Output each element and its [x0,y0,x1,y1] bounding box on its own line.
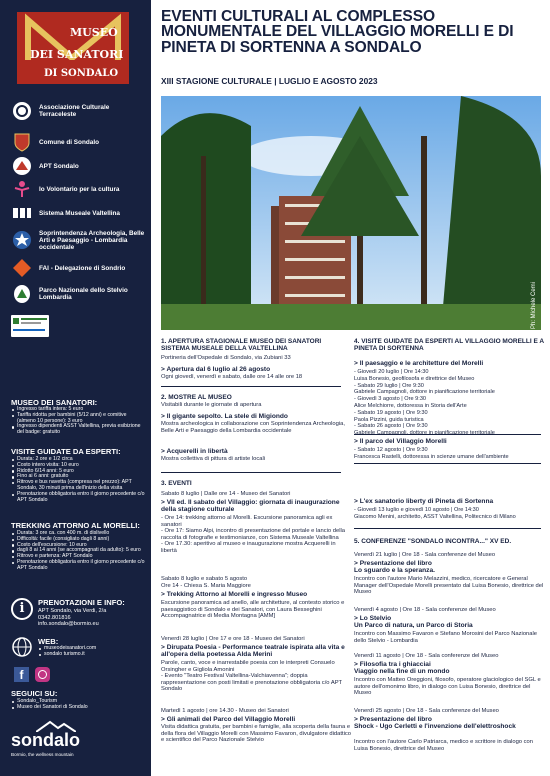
section-5-event-3-text: Incontro con Matteo Oreggioni, filosofo, operatore glaciologico del SGL e autore dell'omonimo libro, in dialogo con Luisa Bonesio, direttrice del Museo [354,677,541,697]
section-5-event-3: > Filosofia tra i ghiacciai Viaggio nella fine di un mondo [354,661,544,676]
section-5-event-2: > Lo Stelvio Un Parco di natura, un Parco di Storia [354,615,544,630]
partner-label: Comune di Sondalo [39,138,99,146]
web-link[interactable]: sondalo turismo.it [38,652,148,658]
section-5-event-1-text: Incontro con l'autore Mario Melazzini, medico, ricercatore e General Manager dell'Ospedale Morelli presentato dal Luisa Bonesio, direttrice del Museo [354,576,544,596]
visite-heading: VISITE GUIDATE DA ESPERTI: [11,447,121,456]
section-5-title: 5. CONFERENZE "SONDALO INCONTRA..." XV ED. [354,538,512,545]
logo-text-museo: MUSEO [70,26,118,39]
list-item: Prenotazione obbligatoria entro il giorno precedente c/o APT Sondalo [11,560,145,572]
logo-text-sondalo: DI SONDALO [44,68,119,79]
list-item: Ingresso tariffa intera: 5 euro [11,407,145,413]
trekking-list [11,531,145,572]
divider [354,463,541,464]
section-3-event-2: > Trekking Attorno al Morelli e ingresso Museo [161,591,351,598]
section-4-event-3-text: - Giovedì 13 luglio e giovedì 10 agosto | Ore 14:30 Giacomo Menini, architetto, ASST Valtellina, Politecnico di Milano [354,507,516,520]
web-list [38,646,148,658]
section-3-event-2-text: Escursione panoramica ad anello, alle architetture, al contesto storico e paesaggistico di Sondalo e dei Sanatori, con Laura Besseghini Accompagnatrice di Media Montagna [AMM] [161,600,345,620]
section-5-event-2-text: Incontro con Massimo Favaron e Stefano Morosini del Parco Nazionale dello Stelvio - Lombardia [354,631,538,644]
list-item: Tariffa ridotta per bambini (5/12 anni) e comitive (almeno 10 persone): 3 euro [11,413,145,425]
terraceleste-logo-icon [11,100,33,122]
sistema-museale-icon [11,202,33,224]
museo-heading: MUSEO DEI SANATORI: [11,398,98,407]
section-5-date-3: Venerdì 11 agosto | Ore 18 - Sala conferenze del Museo [354,653,499,659]
apt-sondalo-logo-icon [11,155,33,177]
partner-stelvio[interactable] [11,283,147,305]
section-1-location: Portineria dell'Ospedale di Sondalo, via Zubiani 33 [161,355,291,361]
sanatorium-photo [161,96,541,330]
section-3-event-3: > Dirupata Poesia - Performance teatrale ispirata alla vita e all'opera della poetessa Alda Merini [161,644,351,659]
list-item: Ridotto 6/14 anni: 5 euro [11,469,145,475]
divider [354,528,541,529]
partner-volontario[interactable] [11,178,147,200]
partner-label: Sistema Museale Valtellina [39,209,120,217]
info-icon: i [11,598,33,620]
section-5-event-1: > Presentazione del libro Lo sguardo e la speranza. [354,560,544,575]
facebook-icon[interactable]: f [14,667,29,682]
sondalo-brand: sondalo [11,730,81,750]
soprintendenza-emblem-icon [11,229,33,251]
section-2-text: Visitabili durante le giornate di apertura [161,402,262,408]
logo-text-sanatori: DEI SANATORI [30,48,124,61]
list-item: dagli 8 ai 14 anni (se accompagnati da adulto): 5 euro [11,548,145,554]
fai-logo-icon [11,257,33,279]
volunteer-figure-icon [11,178,33,200]
partner-fai[interactable] [11,257,147,279]
page-title: EVENTI CULTURALI AL COMPLESSO MONUMENTALE DEL VILLAGGIO MORELLI E DI PINETA DI SORTENNA A SONDALO [161,8,514,56]
partner-terraceleste[interactable] [11,100,147,122]
divider [354,434,541,435]
section-2-event-2-text: Mostra collettiva di pittura di artiste locali [161,456,266,462]
list-item: Difficoltà: facile (consigliato dagli 8 anni) [11,537,145,543]
section-2-title: 2. MOSTRE AL MUSEO [161,394,232,401]
section-3-date-1: Sabato 8 luglio | Dalle ore 14 - Museo dei Sanatori [161,491,291,497]
partner-label: Parco Nazionale dello Stelvio Lombardia [39,287,128,301]
list-item: Costo dell'escursione: 10 euro [11,543,145,549]
partner-soprintendenza[interactable] [11,226,147,254]
partner-label: Associazione Culturale Terraceleste [39,104,110,118]
regione-lombardia-logo-icon [11,315,49,337]
section-3-event-1-text: - Ore 14: trekking attorno al Morelli. Escursione panoramica agli ex sanatori - Ore 17: Siamo Alpi, incontro di presentazione del portale e lancio della raccolta di fotografie e testimonianze, con Sistema Museale Valtellina - Ore 17.30: aperitivo al museo e inaugurazione mostra Acquerelli in libertà [161,515,345,554]
divider [161,386,341,387]
list-item: Costo intero visita: 10 euro [11,463,145,469]
partner-label: APT Sondalo [39,162,79,170]
web-heading: WEB: [38,637,59,646]
seguici-heading: SEGUICI SU: [11,689,58,698]
list-item: Durata: 2 ore e 1/2 circa [11,457,145,463]
section-4-event-1-text: - Giovedì 20 luglio | Ore 14:30 Luisa Bonesio, geofilosofa e direttrice del Museo - Sabato 29 luglio | Ore 9:30 Gabriele Campagnoli, dottore in pianificazione territoriale - Giovedì 3 agosto | Ore 9:30 Alice Melchiorre, dottoressa in Storia dell'Arte - Sabato 19 agosto | Ore 9:30 Paola Pizzini, guida turistica - Sabato 26 agosto | Ore 9:30 [354,369,495,430]
visite-list [11,457,145,503]
section-3-event-1: > VII ed. Il sabato del Villaggio: giornata di inaugurazione della stagione culturale [161,499,351,514]
stelvio-park-icon [11,283,33,305]
partner-label: Io Volontario per la cultura [39,185,120,193]
seguici-list [11,699,145,711]
section-3-event-3-text: Parole, canto, voce e inarrestabile poesia con le interpreti Consuelo Orsingher e Gigliola Amonini - Evento "Teatro Festival Valtellina-Valchiavenna"; doppia rappresentazione con posti limitati e prenotazione obbligatoria c/o APT Sondalo [161,660,342,693]
section-1-event-text: Ogni giovedì, venerdì e sabato, dalle ore 14 alle ore 18 [161,374,303,380]
section-2-event-1-text: Mostra archeologica in collaborazione con Soprintendenza Archeologia, Belle Arti e Paesaggio della Lombardia occidentale [161,421,346,434]
list-item: Ritrovo e partenza: APT Sondalo [11,554,145,560]
instagram-icon[interactable] [35,667,50,682]
sidebar [0,0,151,776]
section-5-date-4: Venerdì 25 agosto | Ore 18 - Sala conferenze del Museo [354,708,499,714]
section-4-event-2-text: - Sabato 12 agosto | Ore 9:30 Francesca Rastelli, dottoressa in scienze umane dell'ambiente [354,447,509,460]
list-item: Durata: 3 ore ca. con 400 m. di dislivello [11,531,145,537]
section-4-event-2: > Il parco del Villaggio Morelli [354,438,544,445]
partner-sistema-museale[interactable] [11,202,147,224]
partner-label: Soprintendenza Archeologia, Belle Arti e Paesaggio - Lombardia occidentale [39,229,145,251]
list-item: Prenotazione obbligatoria entro il giorno precedente c/o APT Sondalo [11,492,145,504]
prenotazioni-text: APT Sondalo, via Verdi, 2/a 0342.801816 info.sondalo@bormio.eu [38,608,107,628]
section-5-date-2: Venerdì 4 agosto | Ore 18 - Sala conferenze del Museo [354,607,496,613]
trekking-heading: TREKKING ATTORNO AL MORELLI: [11,521,140,530]
photo-credit: Ph: Michele Cemi [531,282,537,330]
section-2-event-1: > Il gigante sepolto. La stele di Migiondo [161,413,351,420]
section-3-date-4: Martedì 1 agosto | ore 14.30 - Museo dei Sanatori [161,708,289,714]
partner-apt[interactable] [11,155,147,177]
section-1-title: 1. APERTURA STAGIONALE MUSEO DEI SANATORI SISTEMA MUSEALE DELLA VALTELLINA [161,338,322,352]
museo-logo [14,10,132,88]
section-3-event-4-text: Visita didattica gratuita, per bambini e famiglie, alla scoperta della fauna e della flora del Villaggio Morelli con Massimo Favaron, divulgatore didattico e scientifico del Parco Nazionale Stelvio [161,724,351,744]
partner-comune[interactable] [11,131,147,153]
section-3-date-2: Sabato 8 luglio e sabato 5 agosto Ore 14 - Chiesa S. Maria Maggiore [161,576,251,589]
partner-label: FAI - Delegazione di Sondrio [39,264,126,272]
web-globe-icon [11,636,33,658]
prenotazioni-heading: PRENOTAZIONI E INFO: [38,598,125,607]
comune-sondalo-crest-icon [11,131,33,153]
page-subtitle: XIII STAGIONE CULTURALE | LUGLIO E AGOSTO 2023 [161,76,378,86]
social-link[interactable]: Museo dei Sanatori di Sondalo [11,705,145,711]
section-1-event: > Apertura dal 6 luglio al 26 agosto [161,366,351,373]
web-link[interactable]: museodeisanatori.com [38,646,148,652]
section-5-event-4: > Presentazione del libro Shock - Ugo Cerletti e l'invenzione dell'elettroshock [354,716,544,731]
section-3-date-3: Venerdì 28 luglio | Ore 17 e ore 18 - Museo dei Sanatori [161,636,305,642]
section-5-event-4-text: Incontro con l'autore Carlo Patriarca, medico e scrittore in dialogo con Luisa Bonesio, direttrice del Museo [354,739,533,752]
social-link[interactable]: Sondalo_Tourism [11,699,145,705]
section-4-event-1: > Il paesaggio e le architetture del Morelli [354,360,544,367]
main-content [151,0,550,776]
list-item: Ingresso dipendenti ASST Valtellina, previa esibizione del badge: gratuito [11,424,145,436]
section-2-event-2: > Acquerelli in libertà [161,448,351,455]
list-item: Ritrovo e bus navetta (compresa nel prezzo): APT Sondalo, 30 minuti prima dell'inizio della visita [11,480,145,492]
section-5-date-1: Venerdì 21 luglio | Ore 18 - Sala conferenze del Museo [354,552,496,558]
section-4-title: 4. VISITE GUIDATE DA ESPERTI AL VILLAGGIO MORELLI E A PINETA DI SORTENNA [354,338,544,352]
list-item: Fino ai 6 anni: gratuito [11,474,145,480]
section-3-event-4: > Gli animali del Parco del Villaggio Morelli [161,716,351,723]
section-3-title: 3. EVENTI [161,480,192,487]
partner-regione[interactable] [11,314,147,338]
sondalo-tagline: Bormio, the wellness mountain [11,752,74,757]
divider [161,472,341,473]
museo-list [11,407,145,436]
section-4-event-3: > L'ex sanatorio liberty di Pineta di Sortenna [354,498,544,505]
